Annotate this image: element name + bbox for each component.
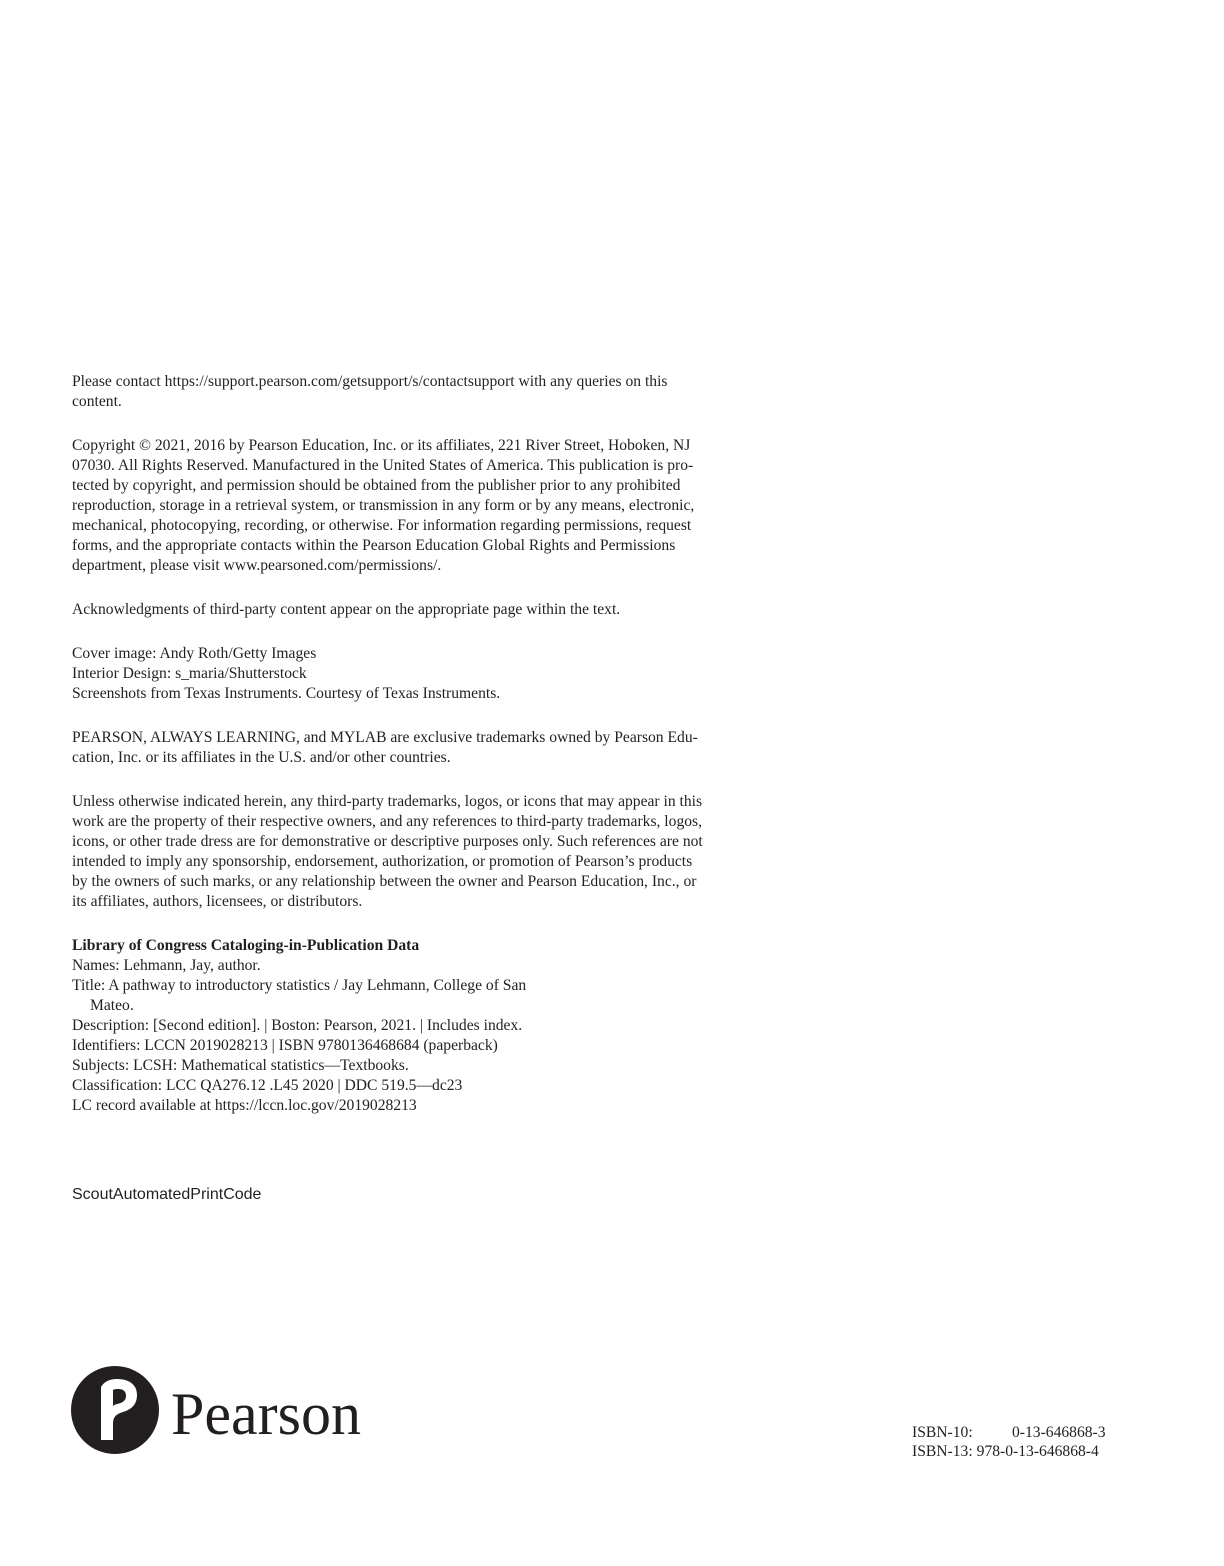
copyright-block	[72, 436, 822, 576]
cip-title-continued: Mateo.	[90, 997, 134, 1014]
pearson-wordmark: Pearson	[171, 1381, 361, 1447]
isbn13-label: ISBN-13:	[912, 1443, 973, 1460]
isbn13-value: 978-0-13-646868-4	[976, 1443, 1099, 1460]
isbn10-label: ISBN-10:	[912, 1424, 973, 1441]
acknowledgments-paragraph: Acknowledgments of third-party content appear on the appropriate page within the text.	[72, 601, 621, 618]
trademarks-block	[72, 728, 822, 768]
cip-title: Title: A pathway to introductory statistics / Jay Lehmann, College of San	[72, 977, 527, 994]
cip-names: Names: Lehmann, Jay, author.	[72, 957, 261, 974]
isbn13-row	[912, 1442, 1106, 1461]
isbn10-row	[912, 1423, 1106, 1442]
cip-description: Description: [Second edition]. | Boston: Pearson, 2021. | Includes index.	[72, 1017, 523, 1034]
cip-subjects: Subjects: LCSH: Mathematical statistics—Textbooks.	[72, 1057, 409, 1074]
acknowledgments-block	[72, 600, 822, 620]
print-code: ScoutAutomatedPrintCode	[72, 1186, 262, 1203]
copyright-paragraph: Copyright © 2021, 2016 by Pearson Education, Inc. or its affiliates, 221 River Street, Hoboken, NJ 07030. All Rights Reserved. Manufactured in the United States of America. This publication is pro- tected by copyright, and permission should be obtained from the publisher prior to any prohibited reproduction, storage in a retrieval system, or transmission in any form or by any means, electronic, mechanical, photocopying, recording, or otherwise. For information regarding permissions, request forms, and the appropriate contacts within the Pearson Education Global Rights and Permissions department, please visit www.pearsoned.com/permissions/.	[72, 437, 695, 574]
cip-classification: Classification: LCC QA276.12 .L45 2020 | DDC 519.5—dc23	[72, 1077, 463, 1094]
isbn-block	[912, 1423, 1106, 1461]
cip-data-block	[72, 936, 822, 1116]
pearson-logo	[71, 1362, 391, 1458]
trademarks-paragraph: PEARSON, ALWAYS LEARNING, and MYLAB are exclusive trademarks owned by Pearson Edu- cation, Inc. or its affiliates in the U.S. and/or other countries.	[72, 729, 698, 766]
credits-paragraph: Cover image: Andy Roth/Getty Images Interior Design: s_maria/Shutterstock Screenshots from Texas Instruments. Courtesy of Texas Instruments.	[72, 645, 501, 702]
isbn10-value: 0-13-646868-3	[1012, 1424, 1106, 1441]
contact-paragraph: Please contact https://support.pearson.com/getsupport/s/contactsupport with any queries on this content.	[72, 373, 668, 410]
copyright-page-text	[72, 372, 822, 412]
cip-heading: Library of Congress Cataloging-in-Publication Data	[72, 937, 420, 954]
cip-identifiers: Identifiers: LCCN 2019028213 | ISBN 9780136468684 (paperback)	[72, 1037, 498, 1054]
pearson-p-icon	[71, 1366, 159, 1454]
third-party-paragraph: Unless otherwise indicated herein, any third-party trademarks, logos, or icons that may appear in this work are the property of their respective owners, and any references to third-party trademarks, logos, icons, or other trade dress are for demonstrative or descriptive purposes only. Such references are not intended to imply any sponsorship, endorsement, authorization, or promotion of Pearson’s products by the owners of such marks, or any relationship between the owner and Pearson Education, Inc., or its affiliates, authors, licensees, or distributors.	[72, 793, 703, 910]
third-party-block	[72, 792, 822, 912]
cip-record: LC record available at https://lccn.loc.gov/2019028213	[72, 1097, 417, 1114]
credits-block	[72, 644, 822, 704]
